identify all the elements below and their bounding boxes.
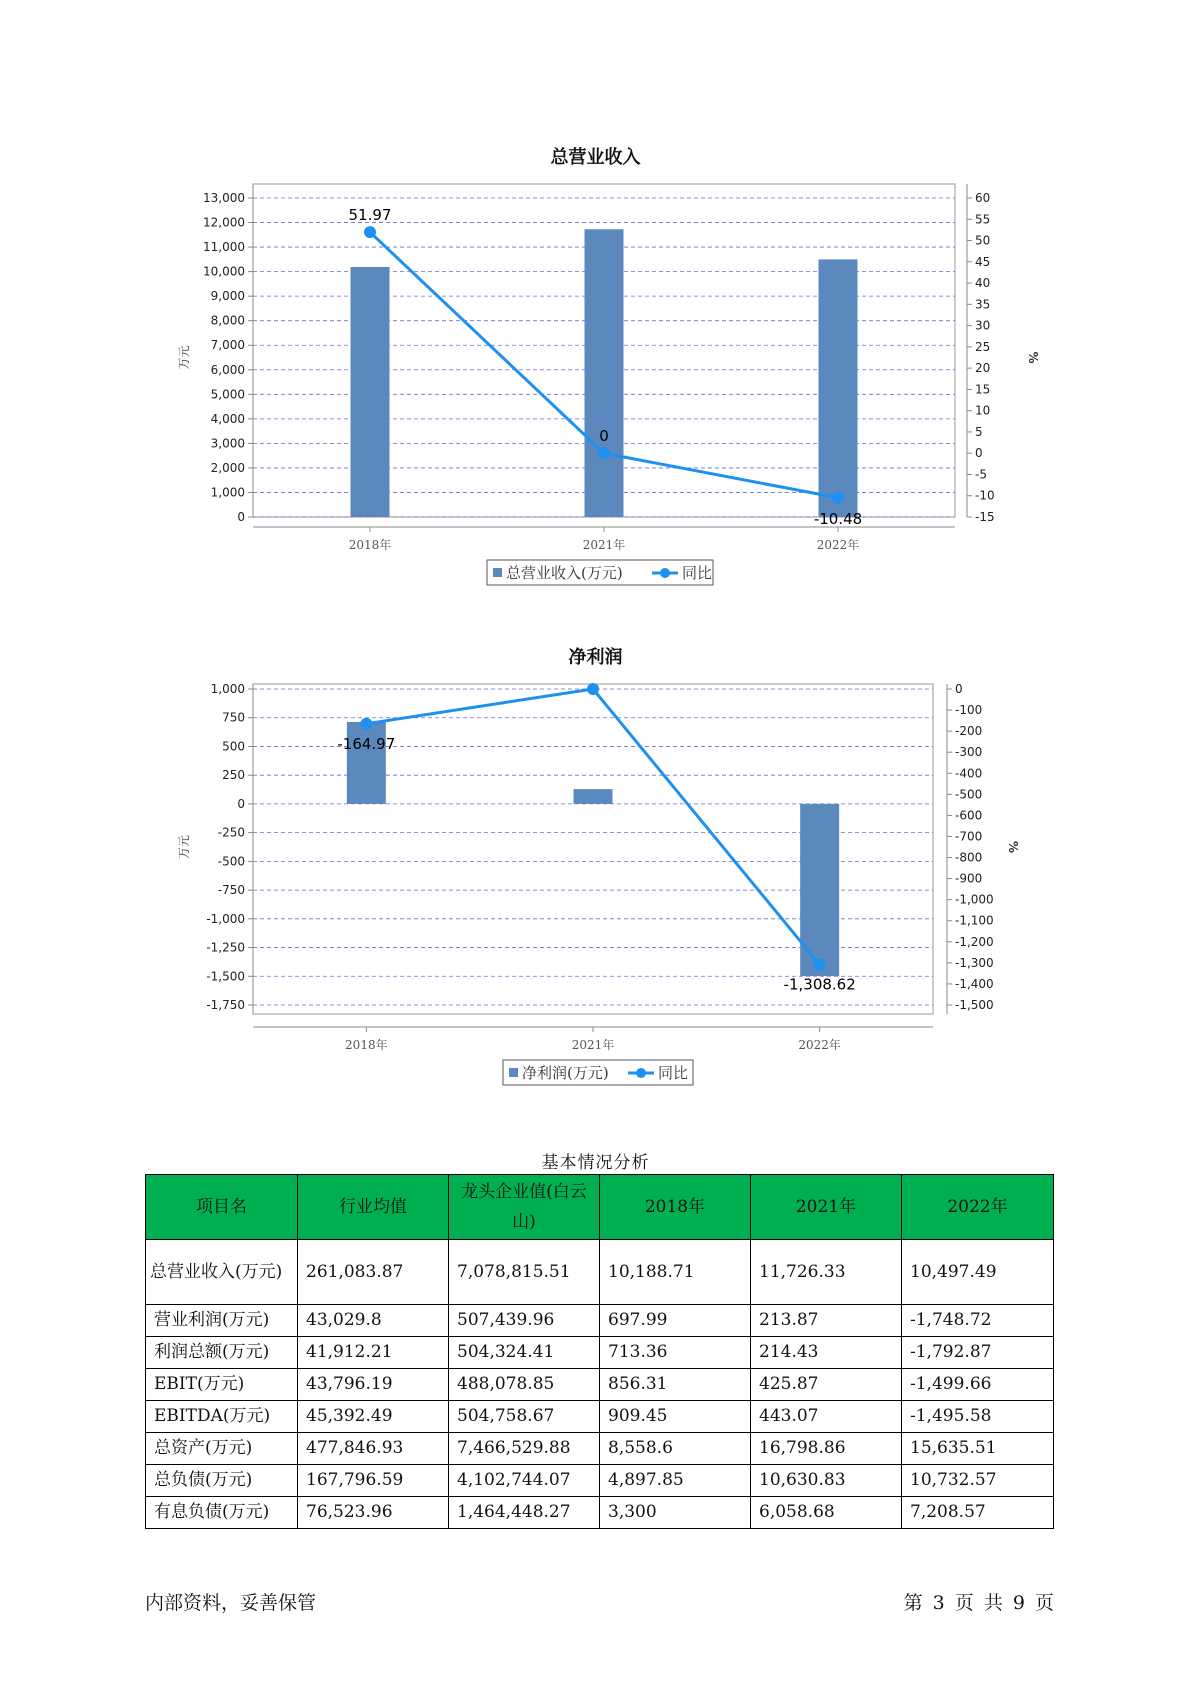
value-cell: 41,912.21 — [298, 1337, 449, 1369]
value-cell: 7,078,815.51 — [449, 1240, 600, 1305]
y-tick-label: 2,000 — [210, 460, 245, 475]
legend-bar-swatch — [509, 1068, 518, 1077]
value-cell: 7,466,529.88 — [449, 1433, 600, 1465]
y2-tick-label: -700 — [955, 829, 983, 844]
header-2018: 2018年 — [600, 1175, 751, 1240]
x-tick-label: 2018年 — [348, 538, 392, 552]
value-cell: 425.87 — [751, 1369, 902, 1401]
value-cell: 443.07 — [751, 1401, 902, 1433]
value-cell: -1,495.58 — [902, 1401, 1054, 1433]
y-axis-title: 万元 — [177, 345, 191, 370]
table-row — [146, 1433, 1054, 1465]
row-label-cell: 总负债(万元) — [146, 1465, 298, 1497]
chart-title-net-profit: 净利润 — [568, 647, 623, 668]
y2-tick-label: -1,500 — [955, 998, 994, 1012]
value-cell: 15,635.51 — [902, 1433, 1054, 1465]
value-cell: 488,078.85 — [449, 1369, 600, 1401]
y-tick-label: 500 — [222, 739, 245, 754]
y2-tick-label: -400 — [955, 766, 983, 781]
value-cell: 504,758.67 — [449, 1401, 600, 1433]
y2-tick-label: -500 — [955, 787, 983, 802]
header-industry-avg: 行业均值 — [298, 1175, 449, 1240]
value-cell: 3,300 — [600, 1497, 751, 1529]
row-label-cell: EBITDA(万元) — [146, 1401, 298, 1433]
y-tick-label: -500 — [217, 854, 245, 869]
value-cell: 504,324.41 — [449, 1337, 600, 1369]
header-leader-value: 龙头企业值(白云山) — [449, 1175, 600, 1240]
table-row — [146, 1465, 1054, 1497]
x-tick-label: 2021年 — [582, 538, 626, 552]
y-tick-label: 9,000 — [210, 289, 245, 304]
value-cell: 7,208.57 — [902, 1497, 1054, 1529]
y-tick-label: 3,000 — [210, 436, 245, 451]
row-label-cell: 总营业收入(万元) — [146, 1240, 298, 1305]
y-tick-label: 7,000 — [210, 338, 245, 353]
value-cell: 477,846.93 — [298, 1433, 449, 1465]
yoy-point — [587, 683, 599, 695]
chart-title-revenue: 总营业收入 — [550, 147, 641, 168]
y2-tick-label: 25 — [975, 339, 991, 354]
y2-tick-label: -1,200 — [955, 934, 994, 949]
y2-tick-label: -200 — [955, 724, 983, 739]
y2-tick-label: 30 — [975, 318, 991, 333]
y2-axis-title: % — [1026, 351, 1040, 364]
y-tick-label: 11,000 — [203, 240, 245, 255]
value-cell: 10,732.57 — [902, 1465, 1054, 1497]
yoy-data-label: 0 — [599, 427, 609, 446]
y2-tick-label: 50 — [975, 233, 991, 248]
row-label-cell: EBIT(万元) — [146, 1369, 298, 1401]
y2-tick-label: -600 — [955, 808, 983, 823]
y2-tick-label: -1,000 — [955, 892, 994, 907]
legend-line-label: 同比 — [658, 1064, 689, 1082]
value-cell: 16,798.86 — [751, 1433, 902, 1465]
y-tick-label: 0 — [237, 510, 245, 524]
value-cell: 697.99 — [600, 1305, 751, 1337]
y2-tick-label: 35 — [975, 297, 991, 312]
value-cell: 76,523.96 — [298, 1497, 449, 1529]
y-tick-label: 0 — [237, 796, 245, 811]
table-caption: 基本情况分析 — [541, 1153, 650, 1173]
value-cell: 507,439.96 — [449, 1305, 600, 1337]
y-tick-label: 10,000 — [203, 264, 245, 279]
value-cell: 8,558.6 — [600, 1433, 751, 1465]
x-tick-label: 2018年 — [345, 1038, 388, 1052]
value-cell: 6,058.68 — [751, 1497, 902, 1529]
yoy-point — [360, 718, 372, 730]
y-tick-label: -1,500 — [206, 969, 245, 984]
footer-page-number: 第 3 页 共 9 页 — [903, 1592, 1054, 1614]
value-cell: -1,792.87 — [902, 1337, 1054, 1369]
row-label-cell: 总资产(万元) — [146, 1433, 298, 1465]
y-tick-label: 1,000 — [210, 485, 245, 500]
value-cell: 4,102,744.07 — [449, 1465, 600, 1497]
header-2021: 2021年 — [751, 1175, 902, 1240]
value-cell: 4,897.85 — [600, 1465, 751, 1497]
table-header-row — [146, 1175, 1054, 1240]
y-tick-label: 4,000 — [210, 411, 245, 426]
value-cell: 909.45 — [600, 1401, 751, 1433]
value-cell: 214.43 — [751, 1337, 902, 1369]
y2-tick-label: 0 — [975, 446, 983, 461]
y-tick-label: 750 — [222, 710, 245, 725]
yoy-data-label: -164.97 — [337, 734, 396, 753]
y-tick-label: 13,000 — [203, 191, 245, 205]
header-item-name: 项目名 — [146, 1175, 298, 1240]
table-row — [146, 1240, 1054, 1305]
yoy-data-label: 51.97 — [348, 206, 392, 225]
value-cell: 856.31 — [600, 1369, 751, 1401]
y2-tick-label: 20 — [975, 361, 991, 376]
value-cell: 11,726.33 — [751, 1240, 902, 1305]
y2-tick-label: -1,300 — [955, 955, 994, 970]
y2-tick-label: -10 — [975, 488, 995, 503]
y2-axis-title: % — [1006, 840, 1020, 854]
y2-tick-label: -15 — [975, 510, 995, 524]
y2-tick-label: -300 — [955, 745, 983, 760]
value-cell: -1,499.66 — [902, 1369, 1054, 1401]
y-tick-label: 8,000 — [210, 313, 245, 328]
row-label-cell: 有息负债(万元) — [146, 1497, 298, 1529]
y2-tick-label: -1,400 — [955, 976, 994, 991]
y2-tick-label: -900 — [955, 871, 983, 886]
row-label-cell: 营业利润(万元) — [146, 1305, 298, 1337]
yoy-data-label: -1,308.62 — [783, 975, 856, 994]
value-cell: -1,748.72 — [902, 1305, 1054, 1337]
value-cell: 10,188.71 — [600, 1240, 751, 1305]
y-tick-label: 1,000 — [210, 682, 245, 696]
table-row — [146, 1497, 1054, 1529]
y2-tick-label: 40 — [975, 276, 991, 291]
y2-tick-label: -800 — [955, 850, 983, 865]
bar-2021年 — [574, 789, 613, 804]
y2-tick-label: 45 — [975, 254, 991, 269]
legend-bar-label: 总营业收入(万元) — [506, 564, 623, 582]
y-tick-label: -250 — [217, 825, 245, 840]
value-cell: 10,497.49 — [902, 1240, 1054, 1305]
y-axis-title: 万元 — [177, 834, 191, 860]
value-cell: 1,464,448.27 — [449, 1497, 600, 1529]
row-label-cell: 利润总额(万元) — [146, 1337, 298, 1369]
y-tick-label: 5,000 — [210, 387, 245, 402]
y2-tick-label: 0 — [955, 682, 963, 696]
header-2022: 2022年 — [902, 1175, 1054, 1240]
y2-tick-label: 5 — [975, 424, 983, 439]
table-row — [146, 1337, 1054, 1369]
value-cell: 213.87 — [751, 1305, 902, 1337]
x-tick-label: 2022年 — [816, 538, 860, 552]
value-cell: 43,029.8 — [298, 1305, 449, 1337]
legend-line-label: 同比 — [682, 564, 713, 582]
y2-tick-label: 10 — [975, 403, 991, 418]
y2-tick-label: -100 — [955, 703, 983, 718]
y-tick-label: -1,750 — [206, 998, 245, 1012]
legend-line-marker — [636, 1068, 646, 1078]
basic-analysis-table — [145, 1174, 1054, 1529]
y-tick-label: 6,000 — [210, 362, 245, 377]
y2-tick-label: 60 — [975, 191, 991, 205]
legend-bar-label: 净利润(万元) — [522, 1064, 609, 1082]
value-cell: 10,630.83 — [751, 1465, 902, 1497]
yoy-line — [366, 689, 819, 965]
y-tick-label: -1,250 — [206, 940, 245, 955]
y-tick-label: -750 — [217, 883, 245, 898]
footer-confidential: 内部资料，妥善保管 — [145, 1592, 317, 1614]
x-tick-label: 2021年 — [571, 1038, 615, 1052]
yoy-point — [814, 959, 826, 971]
x-tick-label: 2022年 — [798, 1038, 841, 1052]
y-tick-label: 250 — [222, 768, 245, 783]
table-row — [146, 1305, 1054, 1337]
value-cell: 261,083.87 — [298, 1240, 449, 1305]
value-cell: 43,796.19 — [298, 1369, 449, 1401]
value-cell: 167,796.59 — [298, 1465, 449, 1497]
table-row — [146, 1401, 1054, 1433]
y2-tick-label: 15 — [975, 382, 991, 397]
y-tick-label: 12,000 — [203, 215, 245, 230]
value-cell: 45,392.49 — [298, 1401, 449, 1433]
y2-tick-label: -5 — [975, 467, 987, 482]
y2-tick-label: -1,100 — [955, 913, 994, 928]
yoy-data-label: -10.48 — [813, 509, 863, 528]
y2-tick-label: 55 — [975, 212, 991, 227]
value-cell: 713.36 — [600, 1337, 751, 1369]
y-tick-label: -1,000 — [206, 911, 245, 926]
table-row — [146, 1369, 1054, 1401]
